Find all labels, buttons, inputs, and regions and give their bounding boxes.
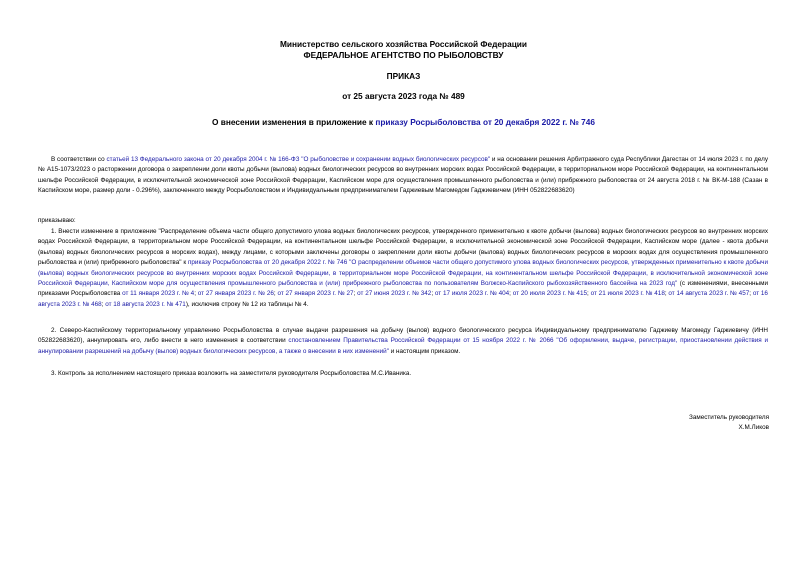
amendment-link-4[interactable]: от 27 июня 2023 г. № 342 xyxy=(357,290,432,298)
separator: ; xyxy=(664,290,669,298)
orders-word: приказываю: xyxy=(38,217,76,224)
amendment-link-7[interactable]: от 21 июля 2023 г. № 418 xyxy=(590,290,665,298)
amendment-link-6[interactable]: от 20 июля 2023 г. № 415 xyxy=(512,290,588,298)
separator: ; xyxy=(353,290,358,298)
item-1-paragraph xyxy=(38,227,768,310)
item3-text: 3. Контроль за исполнением настоящего приказа возложить на заместителя руководителя Росрыболовства М.С.Иваника. xyxy=(51,370,412,377)
header-agency: ФЕДЕРАЛЬНОЕ АГЕНТСТВО ПО РЫБОЛОВСТВУ xyxy=(303,50,504,60)
amendment-link-9[interactable]: от 16 августа 2023 г. № 468 xyxy=(38,290,768,308)
orders-paragraph xyxy=(38,216,768,226)
document-date-number: от 25 августа 2023 года № 489 xyxy=(342,91,465,101)
separator: ; xyxy=(101,300,106,308)
item-2-paragraph xyxy=(38,326,768,357)
separator: ; xyxy=(194,290,198,298)
government-decree-link[interactable]: спостановлением Правительства Российской Федерации от 15 ноября 2022 г. № 2066 "Об оформлении, выдаче, регистрации, приостановлении действия и аннулировании разрешений на добычу (вылов) водных биологических ресурсов, а также о внесении в них изменений" xyxy=(38,337,768,355)
item1-text-2: (с изменениями, внесенными приказами Росрыболовства xyxy=(38,280,768,298)
separator: ; xyxy=(749,290,753,298)
item-3-paragraph xyxy=(38,369,768,379)
para1-text-2: и на основании решения Арбитражного суда Республики Дагестан от 14 июля 2023 г. по делу № А15-1073/2023 о расторжении договора о закреплении доли квоты добычи (вылова) водных биологических ресурсов во внутренних морских водах Российской Федерации, в территориальном море Российской Федерации, на континентальном шельфе Российской Федерации, в исключительной экономической зоне Российской Федерации, Каспийском море для осуществления промышленного рыболовства и (или) прибрежного рыболовства от 24 августа 2018 г. № ВК-М-188 (Сазан в Каспийском море, размер доли - 0.296%), заключенного между Росрыболовством и Индивидуальным предпринимателем Гаджиевым Магомедом Гаджиевичем (ИНН 052822683620) xyxy=(38,156,768,195)
header-ministry: Министерство сельского хозяйства Российской Федерации xyxy=(280,39,527,49)
amendment-link-8[interactable]: от 14 августа 2023 г. № 457 xyxy=(668,290,750,298)
title-order-link[interactable]: приказу Росрыболовства от 20 декабря 2022 г. № 746 xyxy=(375,117,596,127)
amendment-link-10[interactable]: от 18 августа 2023 г. № 471 xyxy=(105,300,186,308)
signature-name: Х.М.Ликов xyxy=(738,424,769,431)
signature-position: Заместитель руководителя xyxy=(688,414,769,421)
document-title xyxy=(0,117,807,128)
document-type: ПРИКАЗ xyxy=(386,71,421,81)
separator: ; xyxy=(509,290,513,298)
separator: ; xyxy=(587,290,591,298)
amendment-link-2[interactable]: от 27 января 2023 г. № 26 xyxy=(197,290,274,298)
preamble-paragraph xyxy=(38,155,768,197)
item1-text-1: 1. Внести изменение в приложение "Распределение объема части общего допустимого улова водных биологических ресурсов, утвержденного применительно к квоте добычи (вылова) водных биологических ресурсов во внутренних морских водах Российской Федерации, в территориальном море Российской Федерации, на континентальном шельфе Российской Федерации, в исключительной экономической зоне Российской Федерации, Каспийском море (далее - квота добычи (вылова) водных биологических ресурсов в морских водах), между лицами, с которыми заключены договоры о закреплении доли квоты добычи (вылова) водных биологических ресурсов в морских водах для осуществления промышленного рыболовства и (или) прибрежного рыболовства" к xyxy=(38,228,768,267)
law-article-link[interactable]: статьей 13 Федерального закона от 20 декабря 2004 г. № 166-ФЗ "О рыболовстве и сохранении водных биологических ресурсов" xyxy=(106,156,491,163)
order-746-link[interactable]: приказу Росрыболовства от 20 декабря 2022 г. № 746 "О распределении объемов части общего допустимого улова водных биологических ресурсов, утвержденных применительно к квоте добычи (вылова) водных биологических ресурсов во внутренних морских водах Российской Федерации, в территориальном море Российской Федерации, на континентальном шельфе Российской Федерации, в исключительной экономической зоне Российской Федерации, Каспийском море для осуществления промышленного рыболовства и (или) прибрежного рыболовства по пользователям Волжско-Каспийского рыбохозяйственного бассейна на 2023 год" xyxy=(38,259,768,288)
item1-text-end: ), исключив строку № 12 из таблицы № 4. xyxy=(185,300,309,308)
separator: ; xyxy=(273,290,278,298)
item2-text-2: и настоящим приказом. xyxy=(388,347,461,355)
amendment-link-5[interactable]: от 17 июля 2023 г. № 404 xyxy=(434,290,510,298)
amendment-link-3[interactable]: от 27 января 2023 г. № 27 xyxy=(277,290,354,298)
item2-text-1: 2. Северо-Каспийскому территориальному управлению Росрыболовства в случае выдачи разрешения на добычу (вылов) водного биологического ресурса Индивидуальному предпринимателю Гаджиеву Магомеду Гаджиевичу (ИНН 052822683620), аннулировать его, либо внести в него изменения в соответствии xyxy=(38,327,768,345)
para1-text-1: В соответствии со xyxy=(51,156,107,163)
title-prefix: О внесении изменения в приложение к xyxy=(211,117,376,127)
amendment-link-1[interactable]: от 11 января 2023 г. № 4 xyxy=(122,290,195,298)
separator: ; xyxy=(431,290,435,298)
